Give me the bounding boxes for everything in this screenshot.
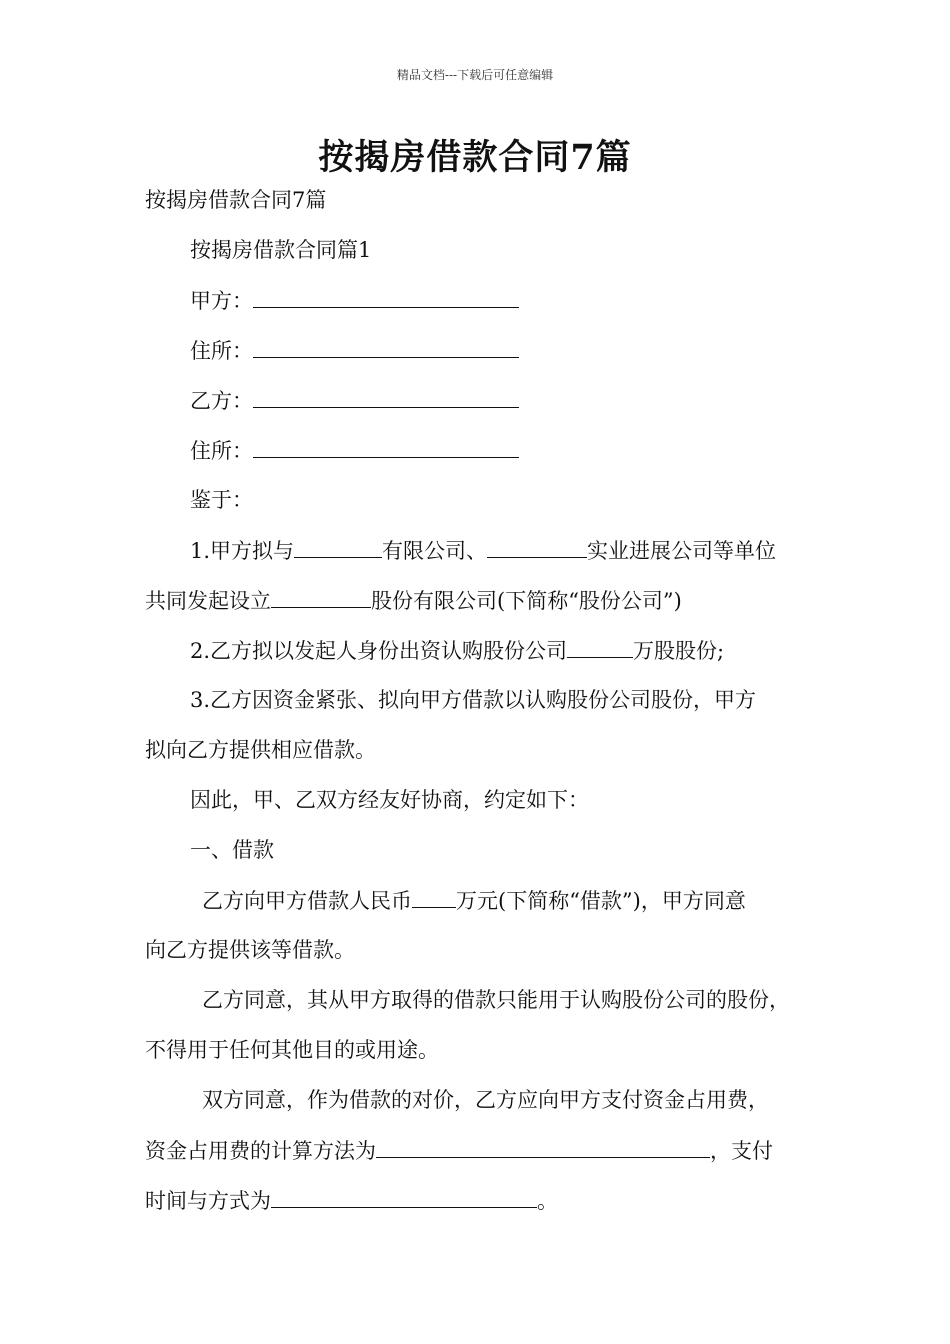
address-a-line: [190, 335, 519, 366]
loan-purpose-cont-line: 不得用于任何其他目的或用途。: [145, 1038, 439, 1062]
payment-time-text-b: 。: [537, 1189, 558, 1213]
fee-method-text-a: 资金占用费的计算方法为: [145, 1139, 376, 1163]
address-b-line: [190, 435, 519, 466]
whereas-line: 鉴于：: [190, 488, 253, 512]
clause-2-line: [190, 635, 724, 666]
document-title: 按揭房借款合同7篇: [318, 137, 632, 178]
address-a-label: 住所：: [190, 339, 253, 363]
clause-1-text-c: 实业进展公司等单位: [587, 539, 777, 563]
party-a-blank: [253, 285, 519, 308]
loan-amount-text-a: 乙方向甲方借款人民币: [202, 889, 412, 913]
payment-time-text-a: 时间与方式为: [145, 1189, 271, 1213]
clause-1-blank-a: [294, 535, 382, 558]
clause-1-text-a: 1.甲方拟与: [190, 539, 295, 563]
clause-1-cont-text-a: 共同发起设立: [145, 589, 271, 613]
party-b-label: 乙方：: [190, 389, 253, 413]
clause-1-cont-line: [145, 585, 682, 616]
clause-3-line: 3.乙方因资金紧张、拟向甲方借款以认购股份公司股份，甲方: [190, 688, 757, 712]
clause-1-blank-b: [487, 535, 587, 558]
loan-amount-line: [202, 885, 746, 916]
clause-2-text-a: 2.乙方拟以发起人身份出资认购股份公司: [190, 639, 568, 663]
fee-method-line: [145, 1135, 773, 1166]
payment-time-blank: [271, 1185, 537, 1208]
fee-method-blank: [376, 1135, 710, 1158]
payment-time-line: [145, 1185, 558, 1216]
clause-1-text-b: 有限公司、: [382, 539, 488, 563]
address-b-blank: [253, 435, 519, 458]
loan-amount-text-b: 万元(下简称“借款”)，甲方同意: [456, 889, 746, 913]
party-a-label: 甲方：: [190, 289, 253, 313]
agreement-line: 因此，甲、乙双方经友好协商，约定如下：: [190, 788, 589, 812]
page-header: 精品文档---下载后可任意编辑: [396, 68, 554, 82]
clause-1-cont-text-b: 股份有限公司(下简称“股份公司”): [371, 589, 682, 613]
subtitle-line: 按揭房借款合同7篇: [145, 188, 327, 212]
party-b-line: [190, 385, 519, 416]
loan-amount-blank: [412, 885, 456, 908]
fee-method-text-b: ，支付: [710, 1139, 773, 1163]
section-heading: 按揭房借款合同篇1: [190, 238, 372, 262]
loan-amount-cont-line: 向乙方提供该等借款。: [145, 938, 355, 962]
address-b-label: 住所：: [190, 439, 253, 463]
address-a-blank: [253, 335, 519, 358]
clause-1-cont-blank: [271, 585, 371, 608]
clause-2-blank: [567, 635, 633, 658]
article-1-heading: 一、借款: [190, 838, 274, 862]
party-b-blank: [253, 385, 519, 408]
clause-1-line: [190, 535, 776, 566]
party-a-line: [190, 285, 519, 316]
clause-2-text-b: 万股股份;: [633, 639, 725, 663]
loan-purpose-line: 乙方同意，其从甲方取得的借款只能用于认购股份公司的股份，: [202, 988, 790, 1012]
fee-line: 双方同意，作为借款的对价，乙方应向甲方支付资金占用费，: [202, 1088, 769, 1112]
clause-3-cont-line: 拟向乙方提供相应借款。: [145, 738, 376, 762]
